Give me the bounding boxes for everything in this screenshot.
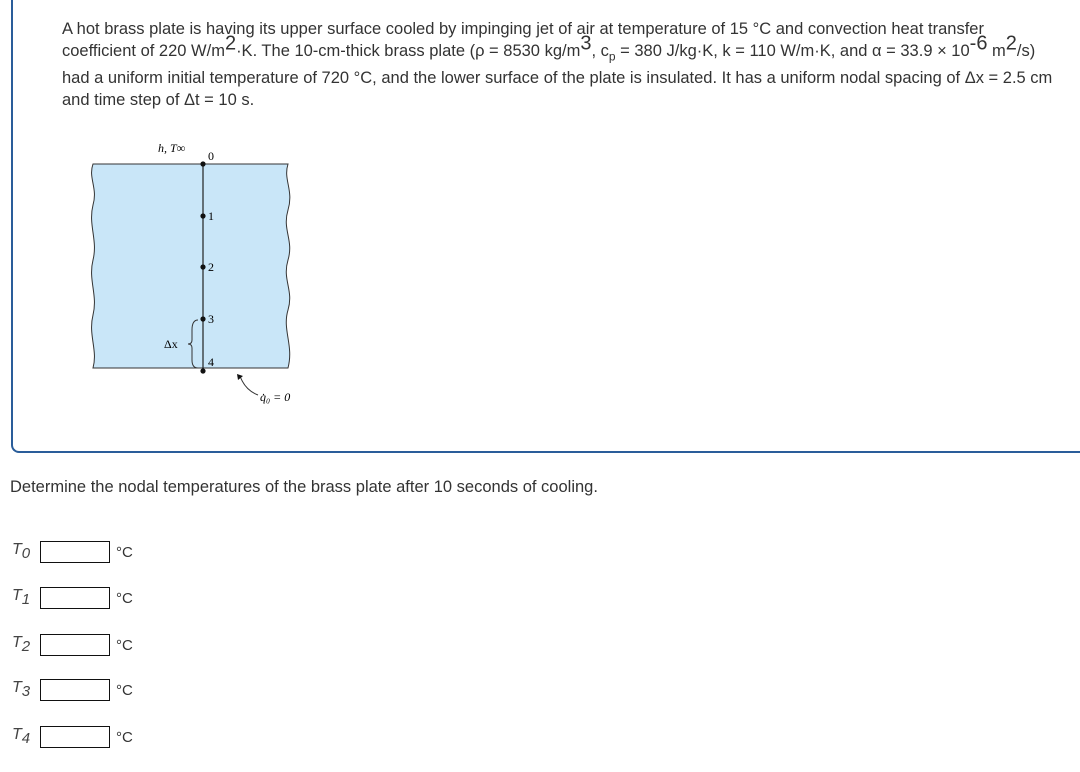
answer-row-t1: $T_1$ °C — [12, 587, 133, 609]
top-label: h, T∞ — [158, 141, 186, 155]
answer-row-t3: $T_3$ °C — [12, 679, 133, 701]
t0-input[interactable] — [40, 541, 110, 563]
t4-input[interactable] — [40, 726, 110, 748]
answer-row-t2: $T_2$ °C — [12, 634, 133, 656]
node-label: 2 — [208, 260, 214, 274]
node-label: 1 — [208, 209, 214, 223]
t2-input[interactable] — [40, 634, 110, 656]
node-label: 0 — [208, 149, 214, 163]
dx-label: Δx — [164, 337, 178, 351]
problem-statement: A hot brass plate is having its upper surface cooled by impinging jet of air at temperature of 15 °C and convection heat transfer coefficient of 220 $W/m^2\cdot K$. The 10-cm-thick brass plate (ρ = 8530 $kg/m^3$, $c_p = 380$ J/kg·K, k = 110 W/m·K, and $\alpha = 33.9 \times 10^{-6}$ $m^2/s$) had a uniform initial temperature of 720 °C, and the lower surface of the plate is insulated. It has a uniform nodal spacing of Δx = 2.5 cm and time step of Δt = 10 s. — [62, 20, 1053, 110]
question-prompt: Determine the nodal temperatures of the brass plate after 10 seconds of cooling. — [10, 478, 598, 496]
answer-row-t4: $T_4$ °C — [12, 726, 133, 748]
plate-diagram — [80, 130, 320, 420]
t1-input[interactable] — [40, 587, 110, 609]
t3-input[interactable] — [40, 679, 110, 701]
node-label: 3 — [208, 312, 214, 326]
bottom-label: q̇₀ = 0 — [260, 390, 291, 404]
node-label: 4 — [208, 355, 214, 369]
answer-row-t0: $T_0$ °C — [12, 541, 133, 563]
